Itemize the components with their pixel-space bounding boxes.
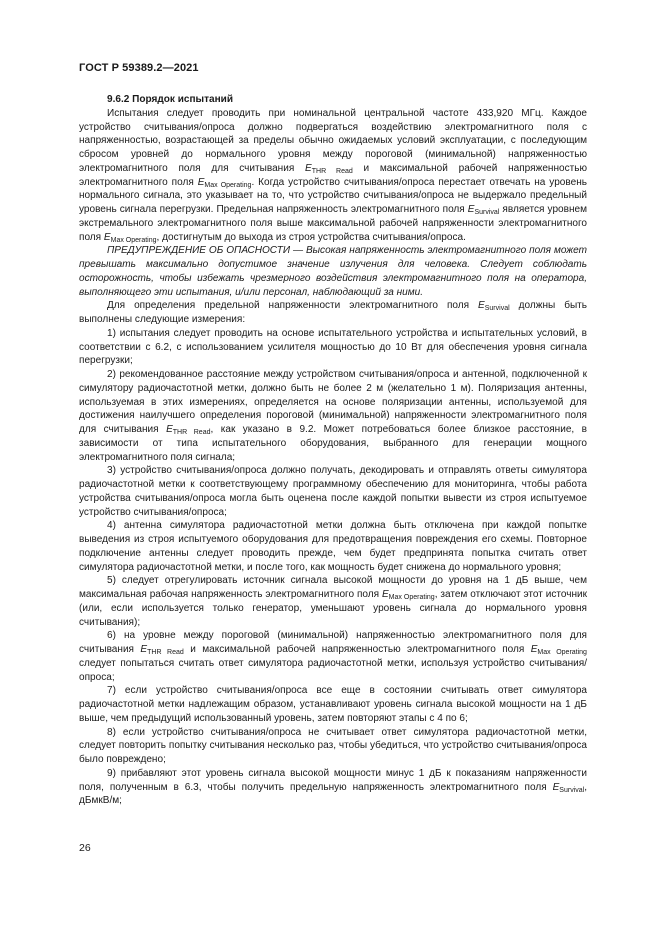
page-body <box>79 93 587 808</box>
list-item-2: 2) рекомендованное расстояние между устройством считывания/опроса и антенной, подключенной к симулятору радиочастотной метки, должно быть не более 2 м (желательно 1 м). Поляризация антенны, используемая в этих измерениях, определяется на основе поляризации антенны, используемой для достижения наилучшего определения пороговой (минимальной) напряженности электромагнитного поля для считывания $E_{THR Read}$, как указано в 9.2. Может потребоваться более близкое расстояние, в зависимости от типа испытательного оборудования, выбранного для генерации мощного электромагнитного поля сигнала; <box>79 369 587 463</box>
intro-paragraph: Испытания следует проводить при номинальной центральной частоте 433,920 МГц. Каждое устройство считывания/опроса должно подвергаться воздействию электромагнитного поля с напряженностью, возрастающей за пределы обычно ожидаемых условий эксплуатации, с последующим сбросом уровней до нормального уровня между пороговой (минимальной) напряженностью электромагнитного поля для считывания $E_{THR Read}$ и максимальной рабочей напряженностью электромагнитного поля $E_{Max Operating}$. Когда устройство считывания/опроса перестает отвечать на уровень нормального сигнала, это указывает на то, что устройство считывания/опроса не выдержало предельный уровень сигнала перегрузки. Предельная напряженность электромагнитного поля $E_{Survival}$ является уровнем экстремального электромагнитного поля выше максимальной рабочей напряженности электромагнитного поля $E_{Max Operating}$, достигнутым до выхода из строя устройства считывания/опроса. <box>79 107 587 244</box>
list-item-3: 3) устройство считывания/опроса должно получать, декодировать и отправлять ответы симулятора радиочастотной метки к соответствующему программному обеспечению для мониторинга, чтобы работа устройства считывания/опроса могла быть оценена после каждой попытки вывести из строя испытуемое устройство считывания/опроса; <box>79 465 587 518</box>
warning-paragraph: ПРЕДУПРЕЖДЕНИЕ ОБ ОПАСНОСТИ — Высокая напряженность электромагнитного поля может превышать максимально допустимое значение излучения для человека. Следует соблюдать осторожность, чтобы избежать чрезмерного воздействия электромагнитного поля на оператора, выполняющего эти испытания, и/или персонал, наблюдающий за ними. <box>79 245 587 298</box>
list-item-1: 1) испытания следует проводить на основе испытательного устройства и испытательных условий, в соответствии с 6.2, с использованием усилителя мощностью до 10 Вт для обеспечения уровня сигнала перегрузки; <box>79 327 587 367</box>
list-item-5: 5) следует отрегулировать источник сигнала высокой мощности до уровня на 1 дБ выше, чем максимальная рабочая напряженность электромагнитного поля $E_{Max Operating}$, затем отключают этот источник (или, если используется только генератор, уменьшают уровень сигнала до нормального уровня считывания); <box>79 575 587 628</box>
list-item-6: 6) на уровне между пороговой (минимальной) напряженностью электромагнитного поля для считывания $E_{THR Read}$ и максимальной рабочей напряженностью электромагнитного поля $E_{Max Operating}$ следует попытаться считать ответ симулятора радиочастотной метки, используя устройство считывания/опроса; <box>79 630 587 683</box>
page-number: 26 <box>79 842 91 854</box>
document-header: ГОСТ Р 59389.2—2021 <box>79 62 199 74</box>
section-heading: 9.6.2 Порядок испытаний <box>107 94 234 105</box>
list-item-7: 7) если устройство считывания/опроса все еще в состоянии считывать ответ симулятора радиочастотной метки надлежащим образом, устанавливают уровень сигнала высокой мощности на 1 дБ выше, чем предыдущий использованный уровень, затем повторяют этапы с 4 по 6; <box>79 685 587 724</box>
list-item-4: 4) антенна симулятора радиочастотной метки должна быть отключена при каждой попытке выведения из строя испытуемого оборудования для предотвращения повреждения его схемы. Повторное подключение антенны следует проводить прежде, чем будет предпринята попытка считать ответ симулятора радиочастотной метки, и после того, как мощность будет снижена до нормального уровня; <box>79 520 587 573</box>
list-item-8: 8) если устройство считывания/опроса не считывает ответ симулятора радиочастотной метки, следует повторить попытку считывания несколько раз, чтобы убедиться, что устройство считывания/опроса было повреждено; <box>79 726 587 765</box>
list-item-9: 9) прибавляют этот уровень сигнала высокой мощности минус 1 дБ к показаниям напряженности поля, полученным в 6.3, чтобы получить предельную напряженность электромагнитного поля $E_{Survival}$, дБмкВ/м; <box>79 767 587 807</box>
measurements-paragraph: Для определения предельной напряженности электромагнитного поля $E_{Survival}$ должны быть выполнены следующие измерения: <box>79 300 588 325</box>
